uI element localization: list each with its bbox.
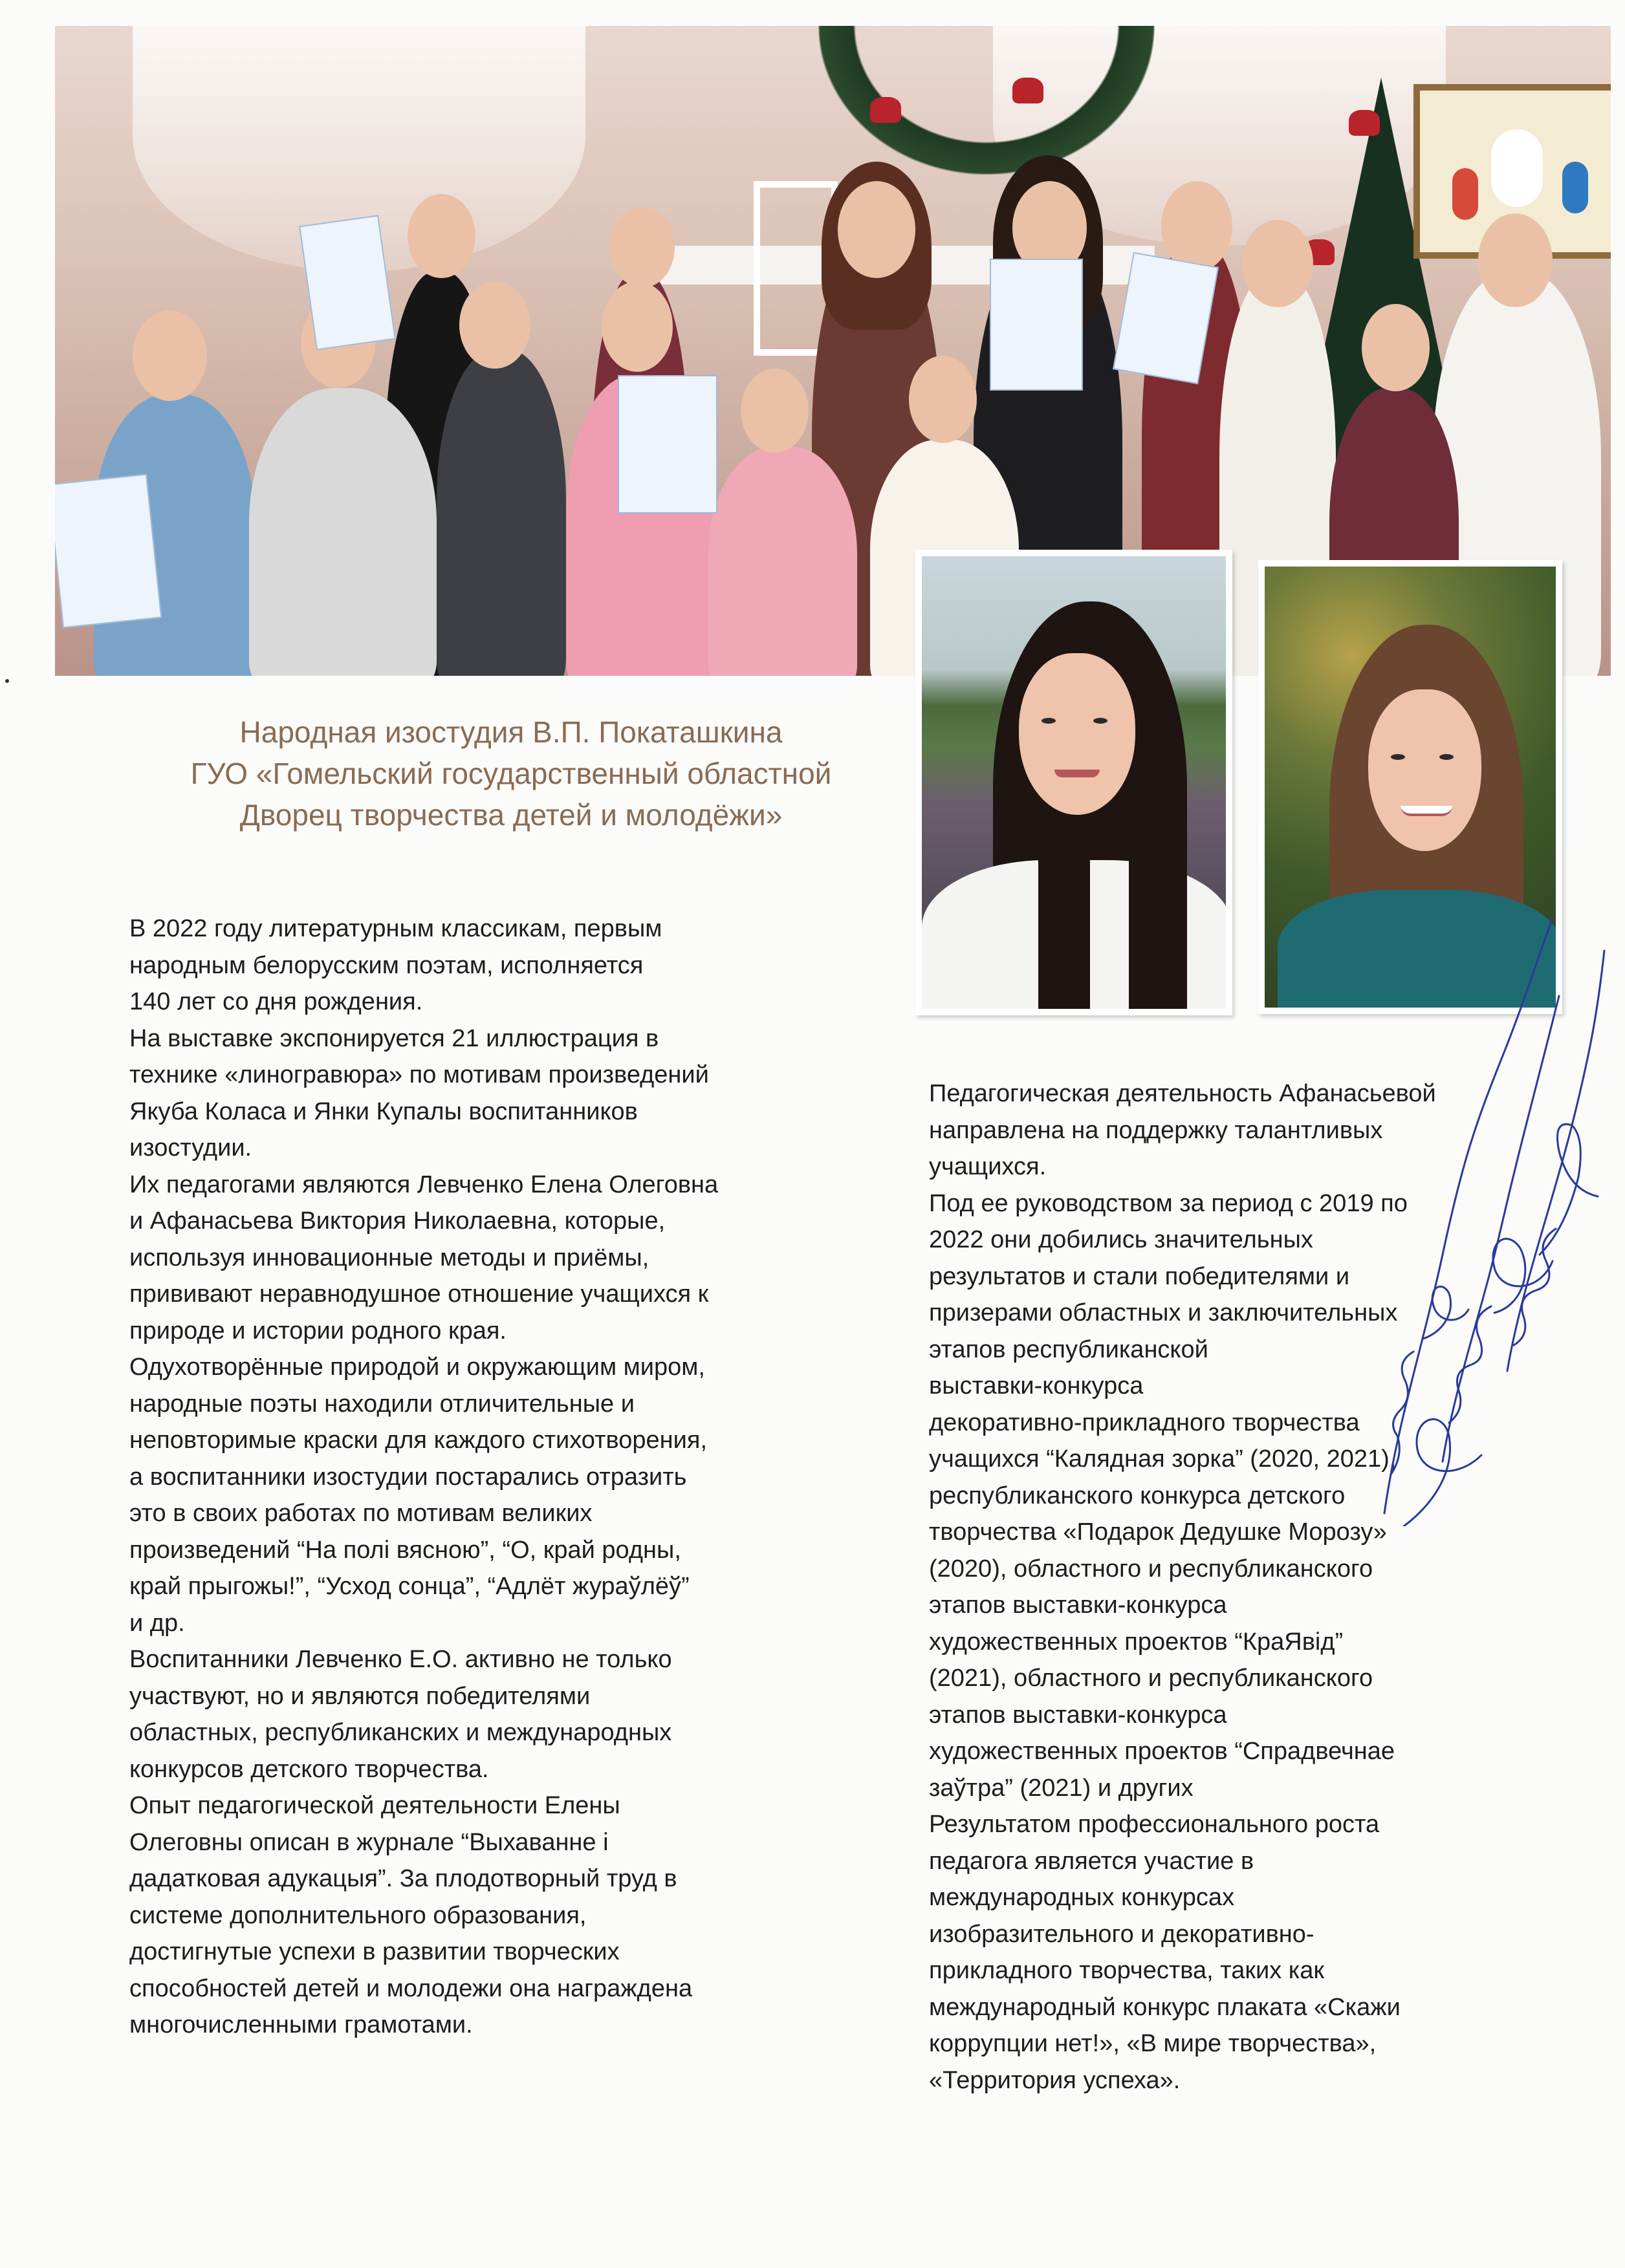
text-line: В 2022 году литературным классикам, первым xyxy=(129,915,662,942)
portrait-afanasyeva xyxy=(1258,560,1562,1014)
eye xyxy=(1093,718,1107,724)
text-line: многочисленными грамотами. xyxy=(129,2011,473,2038)
eye xyxy=(1391,754,1405,760)
text-line: прививают неравнодушное отношение учащихся к xyxy=(129,1280,709,1308)
bow-icon xyxy=(1012,78,1043,103)
text-line: педагога является участие в xyxy=(929,1847,1254,1875)
shirt xyxy=(1278,890,1562,1014)
mouth xyxy=(1054,770,1100,777)
right-column-text xyxy=(929,1075,1436,2099)
text-line: участвуют, но и являются победителями xyxy=(129,1682,591,1710)
text-line: международный конкурс плаката «Скажи xyxy=(929,1993,1401,2021)
eye xyxy=(1439,754,1454,760)
text-line: и Афанасьева Виктория Николаевна, которые, xyxy=(129,1207,666,1235)
text-line: это в своих работах по мотивам великих xyxy=(129,1500,593,1527)
text-line: край прыгожы!”, “Усход сонца”, “Адлёт жураўлёў” xyxy=(129,1573,690,1600)
text-line: конкурсов детского творчества. xyxy=(129,1755,489,1783)
text-line: Опыт педагогической деятельности Елены xyxy=(129,1792,620,1819)
text-line: Олеговны описан в журнале “Выхаванне і xyxy=(129,1828,609,1856)
diploma xyxy=(55,474,162,629)
portrait-levchenko xyxy=(915,550,1232,1015)
text-line: международных конкурсах xyxy=(929,1884,1235,1911)
text-line: направлена на поддержку талантливых xyxy=(929,1116,1383,1144)
mouth xyxy=(1401,806,1452,816)
scan-mark xyxy=(5,679,9,683)
text-line: результатов и стали победителями и xyxy=(929,1262,1350,1290)
eye xyxy=(1042,718,1056,724)
left-column-text xyxy=(129,911,718,2044)
text-line: призерами областных и заключительных xyxy=(929,1299,1398,1326)
text-line: природе и истории родного края. xyxy=(129,1317,507,1345)
face xyxy=(610,207,675,288)
text-line: народные поэты находили отличительные и xyxy=(129,1390,635,1418)
text-line: Их педагогами являются Левченко Елена Олеговна xyxy=(129,1171,719,1198)
text-line: произведений “На полі вясною”, “О, край родны, xyxy=(129,1536,681,1564)
face xyxy=(1242,220,1313,307)
hair xyxy=(1038,828,1090,1015)
text-line: 2022 они добились значительных xyxy=(929,1226,1313,1253)
text-line: (2020), областного и республиканского xyxy=(929,1555,1373,1582)
text-line: творчества «Подарок Дедушке Морозу» xyxy=(929,1518,1387,1546)
face xyxy=(133,310,207,401)
text-line: и др. xyxy=(129,1609,185,1637)
text-line: а воспитанники изостудии постарались отразить xyxy=(129,1463,687,1491)
bow-icon xyxy=(870,97,901,123)
title-line: ГУО «Гомельский государственный областной xyxy=(190,757,832,790)
diploma xyxy=(299,215,396,350)
text-line: коррупции нет!», «В мире творчества», xyxy=(929,2030,1377,2057)
text-line: Воспитанники Левченко Е.О. активно не только xyxy=(129,1646,672,1673)
text-line: прикладного творчества, таких как xyxy=(929,1957,1324,1984)
text-line: 140 лет со дня рождения. xyxy=(129,988,423,1015)
text-line: декоративно-прикладного творчества xyxy=(929,1409,1360,1436)
text-line: неповторимые краски для каждого стихотворения, xyxy=(129,1427,708,1454)
child xyxy=(437,349,566,676)
child xyxy=(249,388,437,676)
text-line: этапов республиканской xyxy=(929,1335,1208,1363)
text-line: областных, республиканских и международных xyxy=(129,1719,672,1746)
hair xyxy=(1129,828,1187,1015)
text-line: заўтра” (2021) и других xyxy=(929,1774,1194,1802)
face xyxy=(1368,689,1481,851)
face xyxy=(459,281,530,369)
face xyxy=(909,356,977,443)
text-line: учащихся. xyxy=(929,1153,1047,1180)
page-title xyxy=(97,711,925,836)
face xyxy=(1362,304,1430,391)
text-line: республиканского конкурса детского xyxy=(929,1482,1346,1509)
bow-icon xyxy=(1349,110,1380,136)
text-line: «Территория успеха». xyxy=(929,2066,1181,2094)
text-line: художественных проектов “Спрадвечнае xyxy=(929,1738,1395,1765)
face xyxy=(602,281,673,372)
text-line: изобразительного и декоративно- xyxy=(929,1920,1314,1948)
text-line: этапов выставки-конкурса xyxy=(929,1592,1227,1619)
child xyxy=(708,446,857,676)
diploma xyxy=(990,259,1083,391)
text-line: Под ее руководством за период с 2019 по xyxy=(929,1189,1408,1217)
text-line: Одухотворённые природой и окружающим миром, xyxy=(129,1354,705,1381)
face xyxy=(1019,653,1135,815)
text-line: системе дополнительного образования, xyxy=(129,1901,587,1929)
text-line: Педагогическая деятельность Афанасьевой xyxy=(929,1080,1436,1107)
text-line: выставки-конкурса xyxy=(929,1372,1144,1399)
face xyxy=(1478,213,1553,307)
text-line: достигнутые успехи в развитии творческих xyxy=(129,1938,620,1965)
text-line: художественных проектов “КраЯвід” xyxy=(929,1628,1344,1656)
text-line: На выставке экспонируется 21 иллюстрация в xyxy=(129,1024,659,1052)
text-line: народным белорусским поэтам, исполняется xyxy=(129,951,644,979)
face xyxy=(408,194,475,278)
text-line: этапов выставки-конкурса xyxy=(929,1701,1227,1729)
text-line: дадатковая адукацыя”. За плодотворный труд в xyxy=(129,1865,677,1892)
face xyxy=(741,369,809,453)
text-line: учащихся “Калядная зорка” (2020, 2021), xyxy=(929,1445,1397,1473)
text-line: (2021), областного и республиканского xyxy=(929,1665,1373,1692)
text-line: Якуба Коласа и Янки Купалы воспитанников xyxy=(129,1097,638,1125)
face xyxy=(1161,181,1232,272)
text-line: технике «линогравюра» по мотивам произведений xyxy=(129,1061,709,1088)
title-line: Дворец творчества детей и молодёжи» xyxy=(239,798,783,832)
text-line: изостудии. xyxy=(129,1134,252,1161)
diploma xyxy=(618,375,717,513)
face xyxy=(838,181,915,278)
text-line: используя инновационные методы и приёмы, xyxy=(129,1244,649,1271)
text-line: способностей детей и молодежи она награждена xyxy=(129,1974,693,2002)
text-line: Результатом профессионального роста xyxy=(929,1811,1380,1838)
title-line: Народная изостудия В.П. Покаташкина xyxy=(239,715,783,749)
